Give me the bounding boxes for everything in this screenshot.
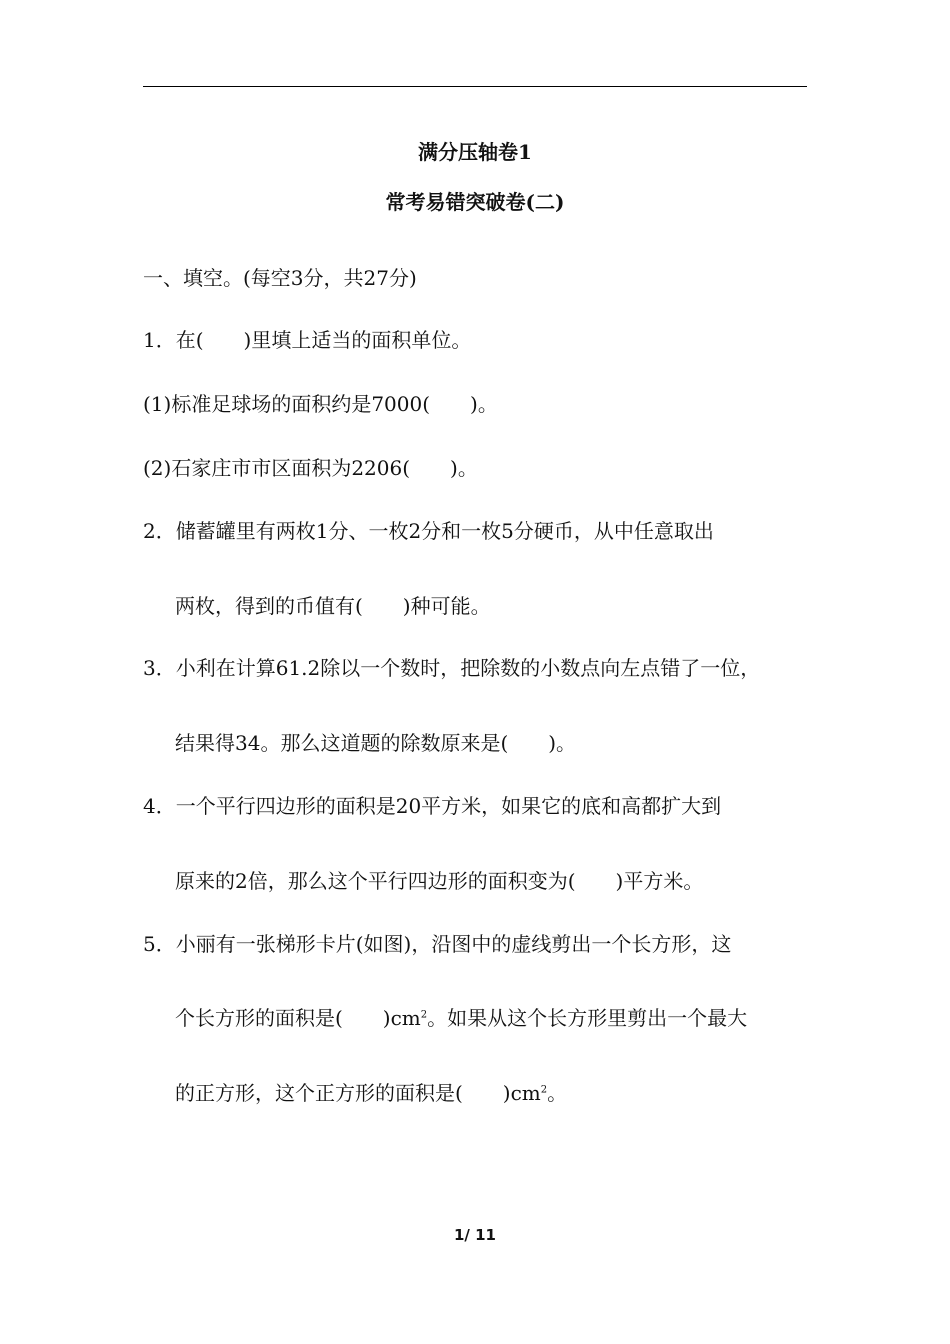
question-2-line-2: 两枚，得到的币值有( )种可能。 — [175, 594, 491, 618]
question-1-sub-1: (1)标准足球场的面积约是7000( )。 — [143, 392, 498, 416]
question-3-line-2: 结果得34。那么这道题的除数原来是( )。 — [175, 731, 577, 755]
question-4-line-1: 4．一个平行四边形的面积是20平方米，如果它的底和高都扩大到 — [143, 794, 722, 818]
page-subtitle: 常考易错突破卷(二) — [385, 190, 565, 214]
question-5-line-3 — [175, 1077, 567, 1106]
page-number: 1/ 11 — [453, 1226, 496, 1244]
question-5-line-3-text-b: 。 — [547, 1081, 568, 1105]
header-rule — [143, 86, 807, 87]
square-superscript: 2 — [420, 1009, 428, 1021]
question-5-line-2-text-b: 。如果从这个长方形里剪出一个最大 — [427, 1006, 748, 1030]
question-1-sub-2: (2)石家庄市市区面积为2206( )。 — [143, 456, 478, 480]
page-title: 满分压轴卷1 — [418, 140, 532, 164]
section-heading: 一、填空。(每空3分，共27分) — [143, 266, 417, 290]
question-5-line-2-text-a: 个长方形的面积是( )cm — [175, 1006, 421, 1030]
question-2-line-1: 2．储蓄罐里有两枚1分、一枚2分和一枚5分硬币，从中任意取出 — [143, 519, 714, 543]
question-5-line-1: 5．小丽有一张梯形卡片(如图)，沿图中的虚线剪出一个长方形，这 — [143, 932, 732, 956]
question-5-line-2 — [175, 1002, 747, 1031]
square-superscript: 2 — [540, 1084, 548, 1096]
question-4-line-2: 原来的2倍，那么这个平行四边形的面积变为( )平方米。 — [175, 869, 704, 893]
question-1-stem: 1．在( )里填上适当的面积单位。 — [143, 328, 472, 352]
question-3-line-1: 3．小利在计算61.2除以一个数时，把除数的小数点向左点错了一位， — [143, 656, 761, 680]
question-5-line-3-text-a: 的正方形，这个正方形的面积是( )cm — [175, 1081, 541, 1105]
